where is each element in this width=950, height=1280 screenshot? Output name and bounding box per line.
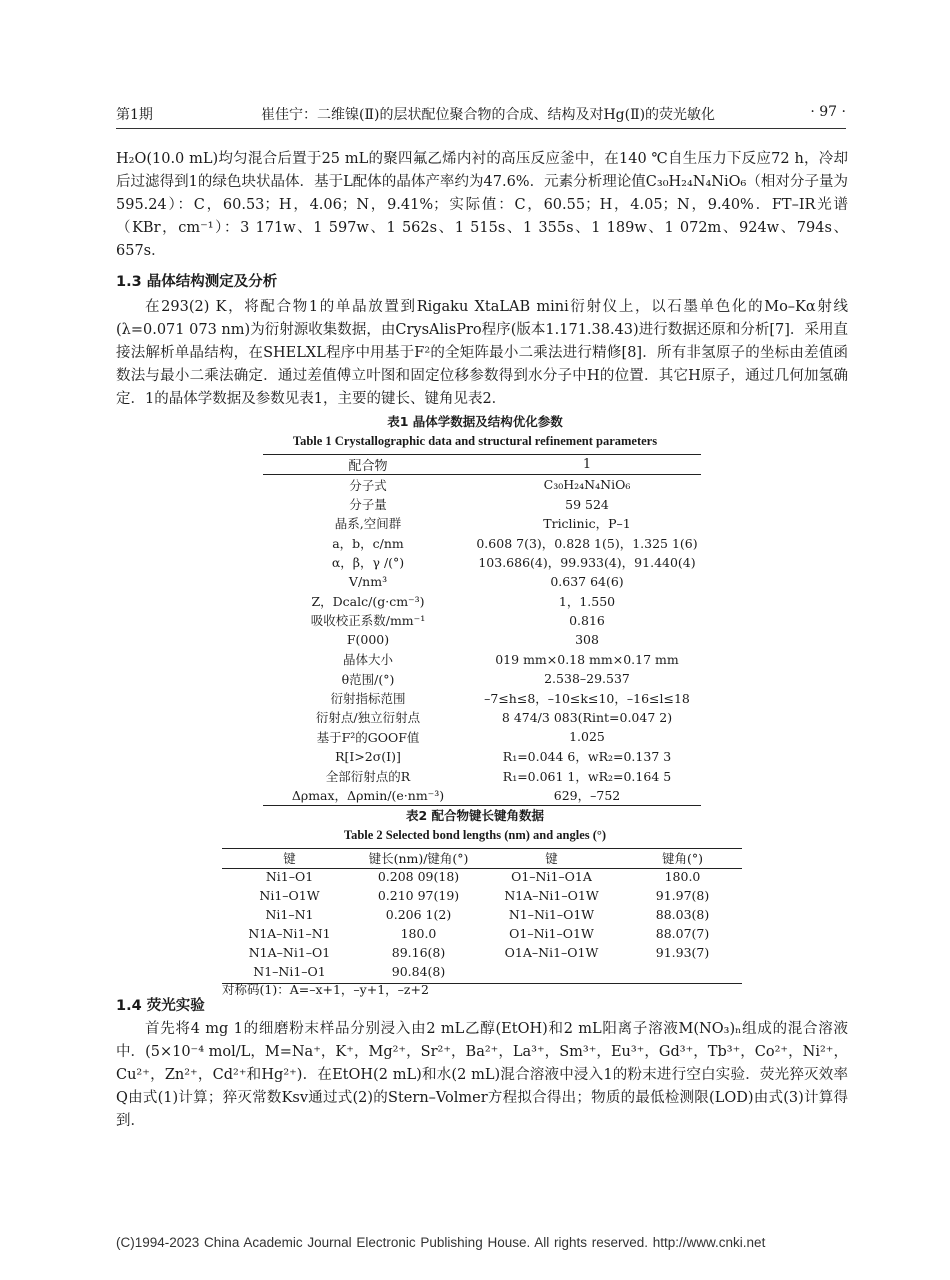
header-rule: [116, 128, 846, 129]
table-cell: O1–Ni1–O1W: [509, 926, 594, 941]
table-row: [263, 746, 701, 765]
paragraph-crystal-structure: 在293(2) K，将配合物1的单晶放置到Rigaku XtaLAB mini衍射仪上，以石墨单色化的Mo–Kα射线(λ=0.071 073 nm)为衍射源收集数据，由CrysAlisPro程序(版本1.171.38.43)进行数据还原和分析[7]．采用直接法解析单晶结构，在SHELXL程序中用基于F²的全矩阵最小二乘法进行精修[8]．所有非氢原子的坐标由差值函数法与最小二乘法确定．通过差值傅立叶图和固定位移参数得到水分子中H的位置．其它H原子，通过几何加氢确定．1的晶体学数据及参数见表1，主要的键长、键角见表2．: [116, 299, 848, 407]
table-header-cell: 键长(nm)/键角(°): [357, 849, 480, 869]
issue-label: 第1期: [116, 107, 153, 123]
table-2-caption-en: Table 2 Selected bond lengths (nm) and angles (°): [343, 828, 607, 842]
table-row: [222, 907, 742, 926]
table-cell: 吸收校正系数/mm⁻¹: [310, 613, 426, 629]
table-row: [263, 611, 701, 630]
table-header-cell: 键角(°): [623, 849, 742, 869]
table-header-cell: 配合物: [263, 455, 473, 475]
symmetry-code-note: 对称码(1)：A=–x+1，–y+1，–z+2: [222, 982, 429, 997]
table-cell: 0.637 64(6): [550, 574, 624, 590]
table-header-cell: 键: [222, 849, 357, 869]
table-cell: 基于F²的GOOF值: [316, 729, 420, 745]
table-cell: [480, 964, 623, 984]
table-cell: 103.686(4)，99.933(4)，91.440(4): [478, 555, 696, 571]
table-row: [263, 727, 701, 746]
table-row: [263, 591, 701, 610]
table-row: [263, 688, 701, 707]
table-cell: 59 524: [565, 496, 609, 512]
table-cell: 91.97(8): [655, 888, 710, 903]
table-cell: –7≤h≤8，–10≤k≤10，–16≤l≤18: [484, 690, 690, 706]
table-header-row: [222, 849, 742, 869]
table-row: [263, 650, 701, 669]
table-header-cell: 1: [473, 455, 701, 475]
table-cell: C₃₀H₂₄N₄NiO₆: [543, 477, 631, 493]
table-cell: 88.07(7): [655, 926, 710, 941]
table-cell: O1–Ni1–O1A: [511, 869, 592, 884]
table-cell: 0.206 1(2): [385, 907, 452, 922]
table-row: [263, 708, 701, 727]
table-cell: 0.208 09(18): [377, 869, 460, 884]
table-row: [263, 572, 701, 591]
table-cell: α，β，γ /(°): [331, 555, 405, 571]
table-2-caption-cn: 表2 配合物键长键角数据: [405, 808, 545, 823]
table-cell: 0.210 97(19): [377, 888, 460, 903]
table-cell: Ni1–O1: [265, 869, 314, 884]
table-cell: 180.0: [664, 869, 701, 884]
table-cell: R₁=0.061 1，wR₂=0.164 5: [502, 768, 672, 784]
table-cell: N1–Ni1–O1W: [508, 907, 595, 922]
crystallographic-data-table: [263, 454, 701, 806]
table-cell: 308: [575, 632, 599, 648]
copyright-footer: (C)1994-2023 China Academic Journal Electronic Publishing House. All rights reserved. http://www.cnki.net: [116, 1235, 766, 1250]
table-row: [263, 553, 701, 572]
table-cell: N1A–Ni1–N1: [248, 926, 331, 941]
table-cell: 1.025: [569, 729, 605, 745]
table-row: [222, 945, 742, 964]
table-row: [263, 475, 701, 495]
table-cell: Z，Dcalc/(g·cm⁻³): [311, 594, 425, 610]
table-row: [263, 630, 701, 649]
table-row: [222, 869, 742, 889]
table-cell: 衍射指标范围: [330, 690, 406, 706]
section-heading-1-4: 1.4 荧光实验: [116, 998, 205, 1014]
table-row: [263, 669, 701, 688]
table-cell: 晶体大小: [342, 652, 393, 668]
table-cell: 0.608 7(3)，0.828 1(5)，1.325 1(6): [476, 535, 698, 551]
table-cell: 分子式: [349, 477, 387, 493]
table-cell: 分子量: [349, 497, 387, 513]
running-header: [116, 104, 846, 126]
table-cell: N1A–Ni1–O1: [248, 945, 331, 960]
table-header-cell: 键: [480, 849, 623, 869]
table-cell: F(000): [346, 632, 390, 648]
table-cell: O1A–Ni1–O1W: [504, 945, 599, 960]
table-row: [263, 785, 701, 805]
table-cell: 全部衍射点的R: [325, 768, 411, 784]
table-cell: 2.538–29.537: [544, 671, 630, 687]
table-1-caption-en: Table 1 Crystallographic data and structural refinement parameters: [292, 434, 658, 448]
table-cell: Δρmax，Δρmin/(e·nm⁻³): [263, 785, 473, 805]
table-cell: Ni1–O1W: [259, 888, 320, 903]
table-cell: 019 mm×0.18 mm×0.17 mm: [495, 651, 679, 667]
table-header-row: [263, 455, 701, 475]
running-title: 崔佳宁：二维镍(Ⅱ)的层状配位聚合物的合成、结构及对Hg(Ⅱ)的荧光敏化: [261, 107, 716, 123]
bond-data-table: [222, 848, 742, 984]
table-row: [222, 888, 742, 907]
table-cell: 88.03(8): [655, 907, 710, 922]
page-number: · 97 ·: [810, 104, 846, 120]
table-row: [263, 494, 701, 513]
table-cell: 晶系,空间群: [334, 516, 402, 532]
paragraph-fluorescence: 首先将4 mg 1的细磨粉末样品分别浸入由2 mL乙醇(EtOH)和2 mL阳离子溶液M(NO₃)ₙ组成的混合溶液中．(5×10⁻⁴ mol/L，M=Na⁺，K⁺，Mg²⁺，Sr²⁺，Ba²⁺，La³⁺，Sm³⁺，Eu³⁺，Gd³⁺，Tb³⁺，Co²⁺，Ni²⁺，Cu²⁺，Zn²⁺，Cd²⁺和Hg²⁺)．在EtOH(2 mL)和水(2 mL)混合溶液中浸入1的粉末进行空白实验．荧光猝灭效率Q由式(1)计算；猝灭常数Ksv通过式(2)的Stern–Volmer方程拟合得出；物质的最低检测限(LOD)由式(3)计算得到．: [116, 1021, 848, 1129]
section-heading-1-3: 1.3 晶体结构测定及分析: [116, 274, 278, 290]
table-cell: Triclinic，P–1: [543, 516, 631, 532]
table-cell: 衍射点/独立衍射点: [315, 710, 421, 726]
table-cell: R[I>2σ(I)]: [335, 748, 401, 764]
table-cell: R₁=0.044 6，wR₂=0.137 3: [502, 749, 672, 765]
table-cell: Ni1–N1: [265, 907, 314, 922]
table-cell: N1–Ni1–O1: [222, 964, 357, 984]
table-cell: 91.93(7): [655, 945, 710, 960]
table-cell: 8 474/3 083(Rint=0.047 2): [501, 709, 673, 725]
table-cell: 180.0: [400, 926, 437, 941]
table-row: [263, 514, 701, 533]
table-cell: N1A–Ni1–O1W: [504, 888, 599, 903]
table-row: [263, 533, 701, 552]
table-cell: θ范围/(°): [341, 671, 395, 687]
table-cell: [623, 964, 742, 984]
table-row: [222, 926, 742, 945]
table-1-caption-cn: 表1 晶体学数据及结构优化参数: [387, 414, 563, 429]
table-cell: V/nm³: [348, 574, 388, 590]
table-cell: a，b，c/nm: [332, 535, 404, 551]
table-cell: 629，–752: [473, 785, 701, 805]
paragraph-synthesis: H₂O(10.0 mL)均匀混合后置于25 mL的聚四氟乙烯内衬的高压反应釜中，在140 ℃自生压力下反应72 h，冷却后过滤得到1的绿色块状晶体．基于L配体的晶体产率约为47.6%．元素分析理论值C₃₀H₂₄N₄NiO₆（相对分子量为595.24）：C，60.53；H，4.06；N，9.41%；实际值：C，60.55；H，4.05；N，9.40%．FT–IR光谱（KBr，cm⁻¹）：3 171w、1 597w、1 562s、1 515s、1 355s、1 189w、1 072m、924w、794s、657s．: [116, 151, 848, 259]
table-cell: 90.84(8): [357, 964, 480, 984]
table-cell: 0.816: [569, 612, 605, 628]
table-row: [263, 766, 701, 785]
table-cell: 89.16(8): [391, 945, 446, 960]
table-cell: 1，1.550: [558, 594, 616, 610]
